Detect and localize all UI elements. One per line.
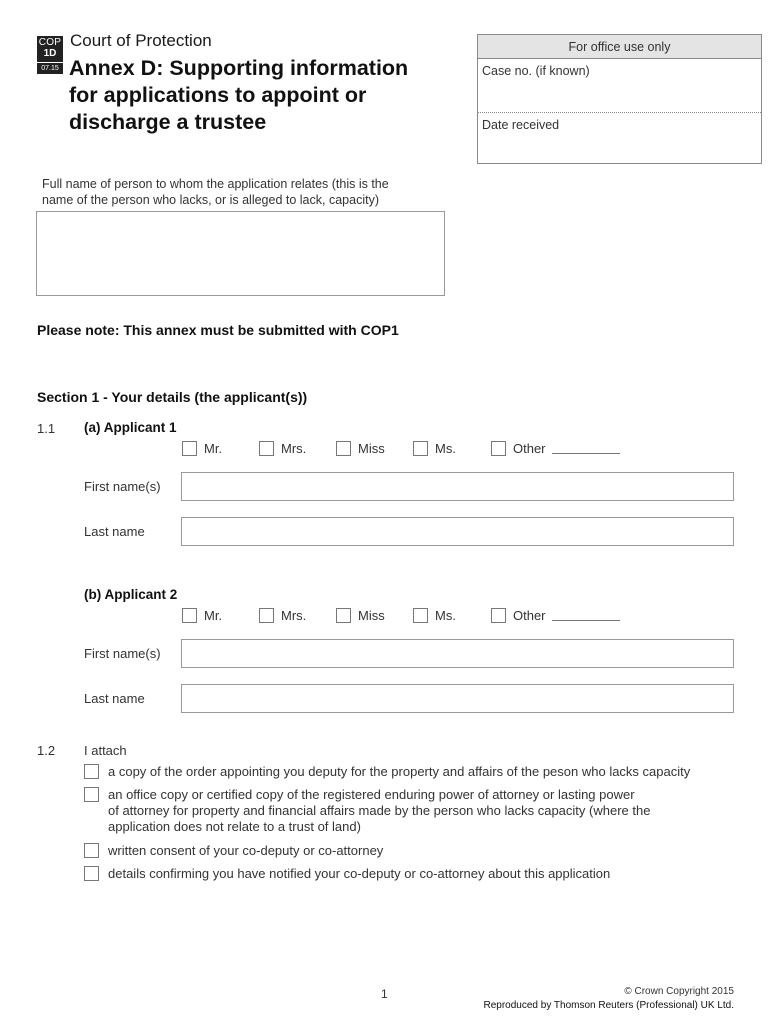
checkbox[interactable] xyxy=(491,441,506,456)
page-title xyxy=(69,55,459,136)
submission-note: Please note: This annex must be submitted with COP1 xyxy=(37,322,399,338)
attach-option-label-line-1: an office copy or certified copy of the registered enduring power of attorney or lasting power xyxy=(108,787,635,802)
question-1-1-number: 1.1 xyxy=(37,421,56,436)
applicant-1-first-name-label: First name(s) xyxy=(84,479,161,494)
applicant-2-title-mrs[interactable] xyxy=(259,608,336,623)
applicant-1-last-name-label: Last name xyxy=(84,524,145,539)
applicant-2-heading: (b) Applicant 2 xyxy=(84,587,178,602)
checkbox[interactable] xyxy=(84,866,99,881)
checkbox[interactable] xyxy=(336,441,351,456)
person-name-input[interactable] xyxy=(36,211,445,296)
attach-option-deputy-order[interactable] xyxy=(84,764,744,780)
applicant-1-last-name-input[interactable] xyxy=(181,517,734,546)
title-label: Miss xyxy=(358,608,385,623)
title-label: Mrs. xyxy=(281,441,307,456)
title-line-2: for applications to appoint or xyxy=(69,83,367,107)
question-1-2-number: 1.2 xyxy=(37,743,56,758)
attach-option-label: written consent of your co-deputy or co-attorney xyxy=(108,843,384,858)
person-name-label-line-1: Full name of person to whom the application relates (this is the xyxy=(42,177,389,191)
page-number: 1 xyxy=(381,987,388,1001)
title-label: Mrs. xyxy=(281,608,307,623)
applicant-2-last-name-label: Last name xyxy=(84,691,145,706)
form-code-badge xyxy=(37,36,63,74)
applicant-1-title-options xyxy=(182,441,620,456)
title-line-1: Annex D: Supporting information xyxy=(69,56,409,80)
checkbox[interactable] xyxy=(259,608,274,623)
attach-option-label-line-2: of attorney for property and financial affairs made by the person who lacks capacity (where the xyxy=(108,803,651,818)
applicant-2-first-name-label: First name(s) xyxy=(84,646,161,661)
title-label: Mr. xyxy=(204,441,223,456)
section-1-heading: Section 1 - Your details (the applicant(s)) xyxy=(37,389,308,405)
checkbox[interactable] xyxy=(84,843,99,858)
checkbox[interactable] xyxy=(259,441,274,456)
attach-option-label: details confirming you have notified your co-deputy or co-attorney about this application xyxy=(108,866,611,881)
person-name-label xyxy=(42,176,442,208)
applicant-1-first-name-input[interactable] xyxy=(181,472,734,501)
copyright-notice: © Crown Copyright 2015 xyxy=(624,986,734,997)
title-label: Miss xyxy=(358,441,385,456)
applicant-1-title-miss[interactable] xyxy=(336,441,413,456)
attach-option-co-deputy-consent[interactable] xyxy=(84,843,744,859)
attach-option-notification-details[interactable] xyxy=(84,866,744,882)
applicant-2-title-miss[interactable] xyxy=(336,608,413,623)
office-use-box xyxy=(477,34,762,164)
title-label: Ms. xyxy=(435,608,456,623)
applicant-2-title-options xyxy=(182,608,620,623)
checkbox[interactable] xyxy=(84,764,99,779)
badge-form-number: 1D xyxy=(43,48,57,59)
checkbox[interactable] xyxy=(491,608,506,623)
title-label: Ms. xyxy=(435,441,456,456)
office-use-heading: For office use only xyxy=(478,35,761,59)
date-received-label: Date received xyxy=(482,118,560,132)
attach-option-label-line-3: application does not relate to a trust of land) xyxy=(108,819,361,834)
applicant-2-title-other[interactable] xyxy=(491,608,620,623)
applicant-1-title-mrs[interactable] xyxy=(259,441,336,456)
checkbox[interactable] xyxy=(413,608,428,623)
case-number-field[interactable] xyxy=(478,59,761,113)
case-number-label: Case no. (if known) xyxy=(482,64,590,78)
checkbox[interactable] xyxy=(336,608,351,623)
question-1-2-label: I attach xyxy=(84,743,127,758)
title-label: Other xyxy=(513,441,546,456)
checkbox[interactable] xyxy=(182,441,197,456)
court-name: Court of Protection xyxy=(70,31,212,50)
title-label: Other xyxy=(513,608,546,623)
attach-option-label: a copy of the order appointing you deputy for the property and affairs of the peson who lacks capacity xyxy=(108,764,691,779)
other-title-input[interactable] xyxy=(552,611,620,621)
applicant-2-last-name-input[interactable] xyxy=(181,684,734,713)
title-line-3: discharge a trustee xyxy=(69,110,267,134)
applicant-1-title-mr[interactable] xyxy=(182,441,259,456)
title-label: Mr. xyxy=(204,608,223,623)
badge-version: 07.15 xyxy=(37,62,63,74)
applicant-2-first-name-input[interactable] xyxy=(181,639,734,668)
applicant-2-title-ms[interactable] xyxy=(413,608,491,623)
date-received-field[interactable] xyxy=(478,113,761,137)
reproduced-by-notice: Reproduced by Thomson Reuters (Professional) UK Ltd. xyxy=(483,1000,734,1011)
checkbox[interactable] xyxy=(182,608,197,623)
other-title-input[interactable] xyxy=(552,444,620,454)
applicant-1-title-ms[interactable] xyxy=(413,441,491,456)
checkbox[interactable] xyxy=(84,787,99,802)
attach-option-power-of-attorney[interactable] xyxy=(84,787,744,835)
applicant-2-title-mr[interactable] xyxy=(182,608,259,623)
checkbox[interactable] xyxy=(413,441,428,456)
person-name-label-line-2: name of the person who lacks, or is alleged to lack, capacity) xyxy=(42,193,379,207)
applicant-1-title-other[interactable] xyxy=(491,441,620,456)
attach-option-label xyxy=(108,787,650,835)
badge-cop: COP xyxy=(38,37,62,48)
applicant-1-heading: (a) Applicant 1 xyxy=(84,420,177,435)
